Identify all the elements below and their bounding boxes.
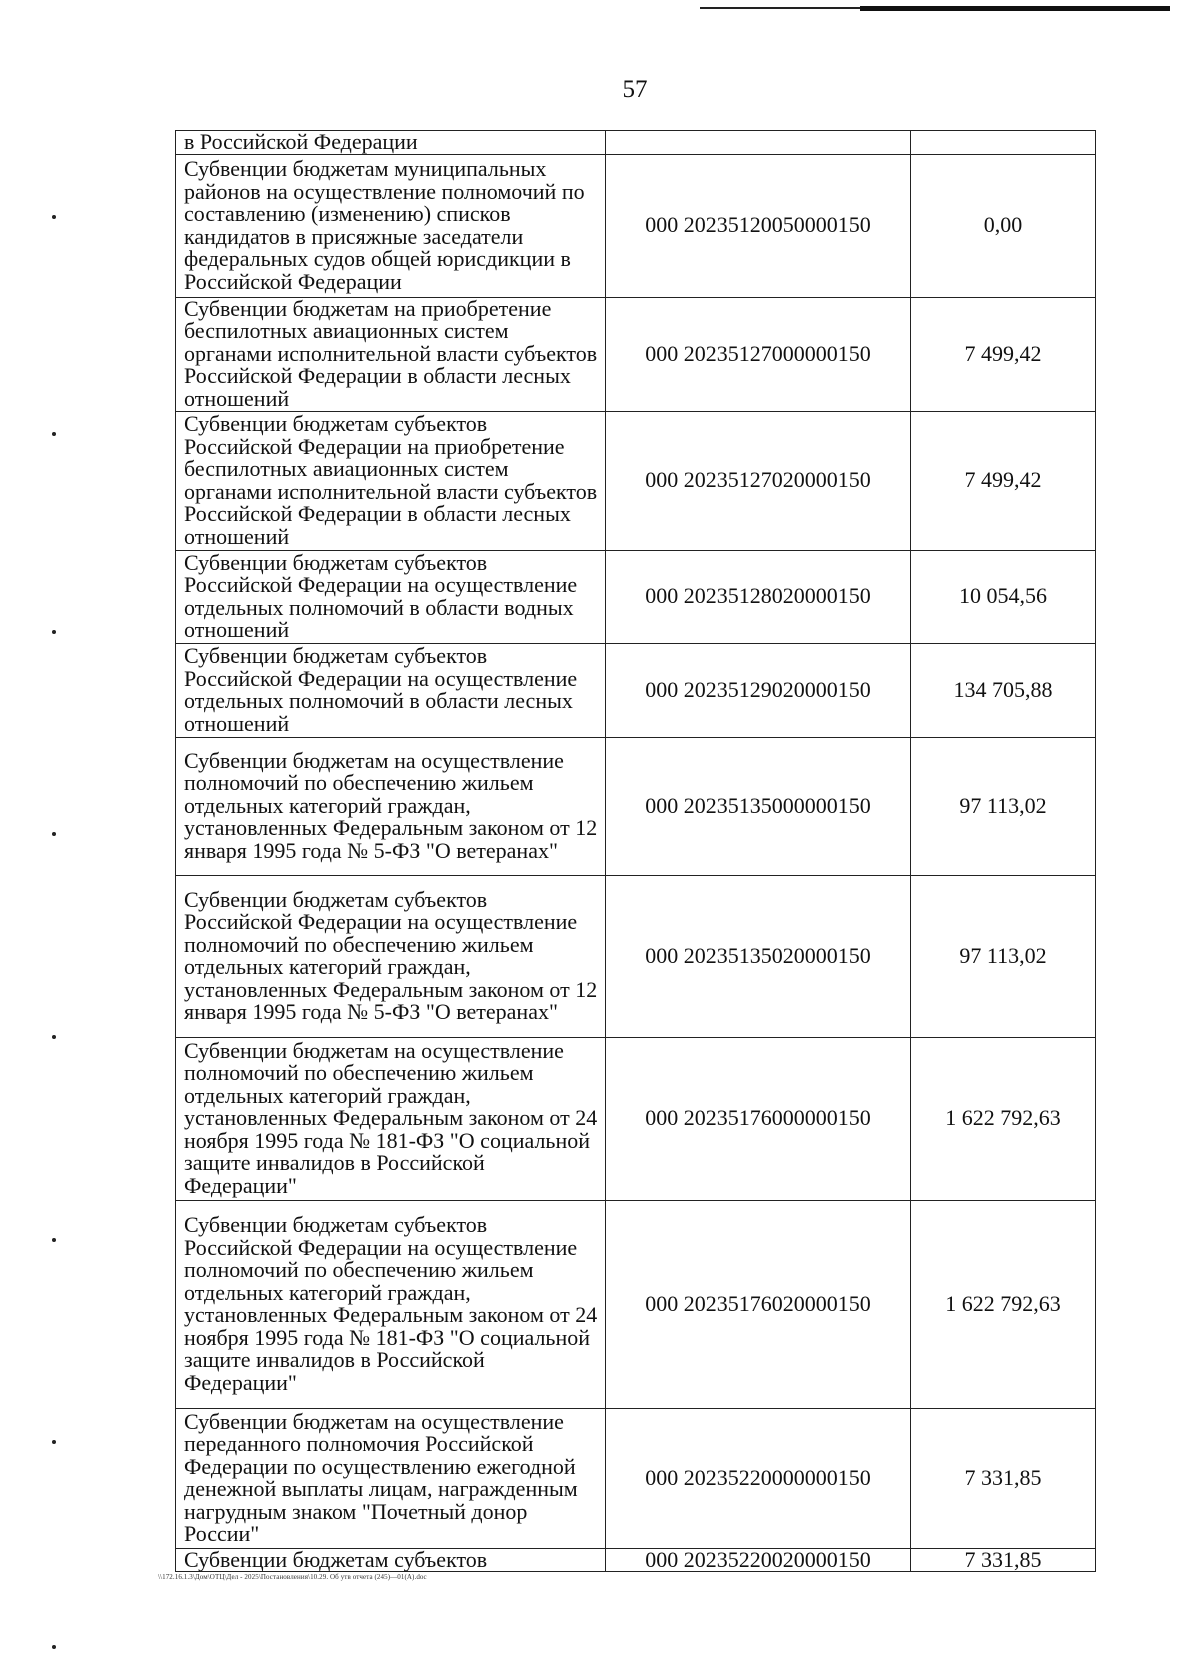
row-amount [911,131,1096,155]
row-budget-code: 000 20235128020000150 [606,550,911,643]
row-budget-code: 000 20235176020000150 [606,1200,911,1408]
row-amount: 7 331,85 [911,1548,1096,1572]
row-description: в Российской Федерации [176,131,606,155]
table-row [176,411,1096,550]
row-description: Субвенции бюджетам субъектов Российской Федерации на осуществление полномочий по обеспечению жильем отдельных категорий граждан, установленных Федеральным законом от 24 ноября 1995 года № 181-ФЗ "О социальной защите инвалидов в Российской Федерации" [176,1200,606,1408]
footer-file-path: \\172.16.1.3\Дом\ОТЦ\Дел - 2025\Постановления\10.29. Об утв отчета (245)—01(А).doc [158,1573,427,1581]
row-budget-code: 000 20235220000000150 [606,1408,911,1548]
table-row [176,1200,1096,1408]
row-budget-code: 000 20235220020000150 [606,1548,911,1572]
row-description: Субвенции бюджетам субъектов Российской Федерации на приобретение беспилотных авиационных систем органами исполнительной власти субъектов Российской Федерации в области лесных отношений [176,411,606,550]
row-description: Субвенции бюджетам на осуществление полномочий по обеспечению жильем отдельных категорий граждан, установленных Федеральным законом от 24 ноября 1995 года № 181-ФЗ "О социальной защите инвалидов в Российской Федерации" [176,1037,606,1200]
row-amount: 7 331,85 [911,1408,1096,1548]
row-amount: 97 113,02 [911,737,1096,875]
row-amount: 7 499,42 [911,411,1096,550]
table-row [176,1548,1096,1572]
row-budget-code [606,131,911,155]
margin-mark [52,1645,56,1649]
row-budget-code: 000 20235120050000150 [606,154,911,297]
table-row [176,1408,1096,1548]
page-number: 57 [622,76,648,103]
row-description: Субвенции бюджетам муниципальных районов на осуществление полномочий по составлению (изменению) списков кандидатов в присяжные заседатели федеральных судов общей юрисдикции в Российской Федерации [176,154,606,297]
row-amount: 0,00 [911,154,1096,297]
table-row [176,297,1096,411]
budget-table [175,130,1096,1572]
row-amount: 97 113,02 [911,875,1096,1037]
margin-mark [52,1035,56,1039]
row-budget-code: 000 20235135000000150 [606,737,911,875]
margin-mark [52,832,56,836]
row-amount: 1 622 792,63 [911,1037,1096,1200]
row-budget-code: 000 20235129020000150 [606,643,911,737]
row-description: Субвенции бюджетам субъектов [176,1548,606,1572]
margin-mark [52,1238,56,1242]
row-amount: 7 499,42 [911,297,1096,411]
row-description: Субвенции бюджетам на осуществление полномочий по обеспечению жильем отдельных категорий граждан, установленных Федеральным законом от 12 января 1995 года № 5-ФЗ "О ветеранах" [176,737,606,875]
table-row [176,154,1096,297]
table-row [176,131,1096,155]
row-description: Субвенции бюджетам субъектов Российской Федерации на осуществление отдельных полномочий в области водных отношений [176,550,606,643]
row-description: Субвенции бюджетам на осуществление переданного полномочия Российской Федерации по осуществлению ежегодной денежной выплаты лицам, награжденным нагрудным знаком "Почетный донор России" [176,1408,606,1548]
row-budget-code: 000 20235127000000150 [606,297,911,411]
table-row [176,550,1096,643]
row-amount: 10 054,56 [911,550,1096,643]
margin-mark [52,630,56,634]
row-amount: 134 705,88 [911,643,1096,737]
margin-mark [52,1440,56,1444]
row-budget-code: 000 20235135020000150 [606,875,911,1037]
row-description: Субвенции бюджетам на приобретение беспилотных авиационных систем органами исполнительной власти субъектов Российской Федерации в области лесных отношений [176,297,606,411]
row-budget-code: 000 20235176000000150 [606,1037,911,1200]
table-row [176,737,1096,875]
row-description: Субвенции бюджетам субъектов Российской Федерации на осуществление полномочий по обеспечению жильем отдельных категорий граждан, установленных Федеральным законом от 12 января 1995 года № 5-ФЗ "О ветеранах" [176,875,606,1037]
margin-mark [52,215,56,219]
margin-mark [52,432,56,436]
table-row [176,643,1096,737]
table-body [176,131,1096,1572]
row-description: Субвенции бюджетам субъектов Российской Федерации на осуществление отдельных полномочий в области лесных отношений [176,643,606,737]
row-budget-code: 000 20235127020000150 [606,411,911,550]
top-rule-thick [860,6,1170,11]
row-amount: 1 622 792,63 [911,1200,1096,1408]
table-row [176,875,1096,1037]
table-row [176,1037,1096,1200]
